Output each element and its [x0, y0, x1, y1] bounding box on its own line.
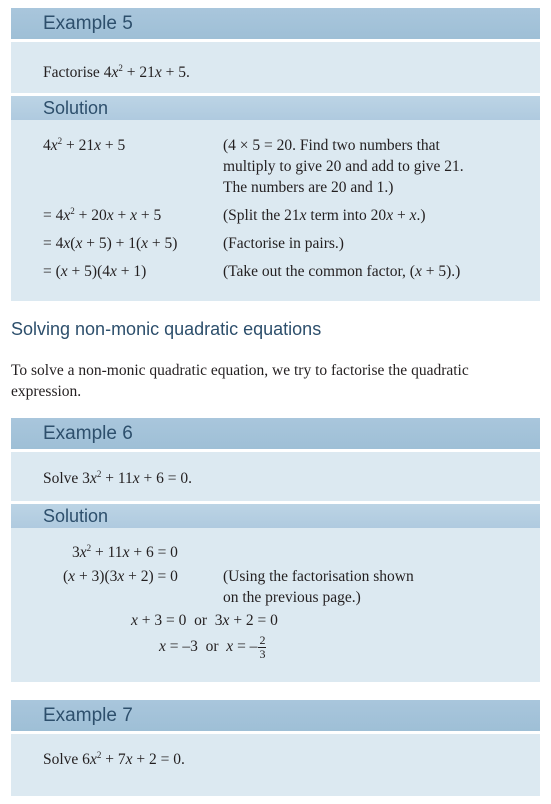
example-6-solution-header: Solution: [11, 501, 540, 528]
equation-line-1: $3x^2 + 11x + 6 = 0$: [72, 543, 178, 561]
equation-line-4: x = –3 or x = – $\frac{2}{3}$: [159, 633, 266, 661]
equation-line-2: (x + 3)(3x + 2) = 0: [63, 568, 178, 585]
fraction-two-thirds: $\frac{2}{3}$: [259, 633, 266, 661]
example-6-header: Example 6: [11, 418, 540, 452]
example-6-box: [11, 418, 540, 682]
example-6-problem: Solve $3x^2 + 11x + 6 = 0$.: [43, 469, 192, 487]
step-4-note: (Take out the common factor, (x + 5).): [223, 263, 461, 280]
example-5-header: Example 5: [11, 8, 540, 42]
step-2-expression: = $4x^2 + 20x + x + 5$: [43, 206, 162, 224]
example-5-box: [11, 8, 540, 301]
example-7-problem: Solve $6x^2 + 7x + 2 = 0$.: [43, 750, 185, 768]
section-title: Solving non-monic quadratic equations: [11, 319, 322, 339]
step-1-note: (4 × 5 = 20. Find two numbers that multiply to give 20 and add to give 21. The numbers are 20 and 1.): [223, 137, 464, 196]
example-7-box: [11, 700, 540, 796]
step-2-note: (Split the 21x term into 20x + x.): [223, 207, 426, 224]
step-4-expression: = (x + 5)(4x + 1): [43, 263, 147, 280]
step-3-note: (Factorise in pairs.): [223, 235, 344, 252]
equation-line-3: x + 3 = 0 or 3x + 2 = 0: [131, 612, 278, 629]
step-1-expression: $4x^2 + 21x + 5$: [43, 136, 126, 154]
section-paragraph: To solve a non-monic quadratic equation, we try to factorise the quadratic expression.: [11, 362, 469, 400]
step-3-expression: = 4x(x + 5) + 1(x + 5): [43, 235, 178, 252]
example-5-problem: Factorise $4x^2 + 21x + 5$.: [43, 63, 190, 81]
example-7-header: Example 7: [11, 700, 540, 734]
equation-line-2-note: (Using the factorisation shown on the previous page.): [223, 568, 414, 606]
example-5-solution-header: Solution: [11, 93, 540, 120]
